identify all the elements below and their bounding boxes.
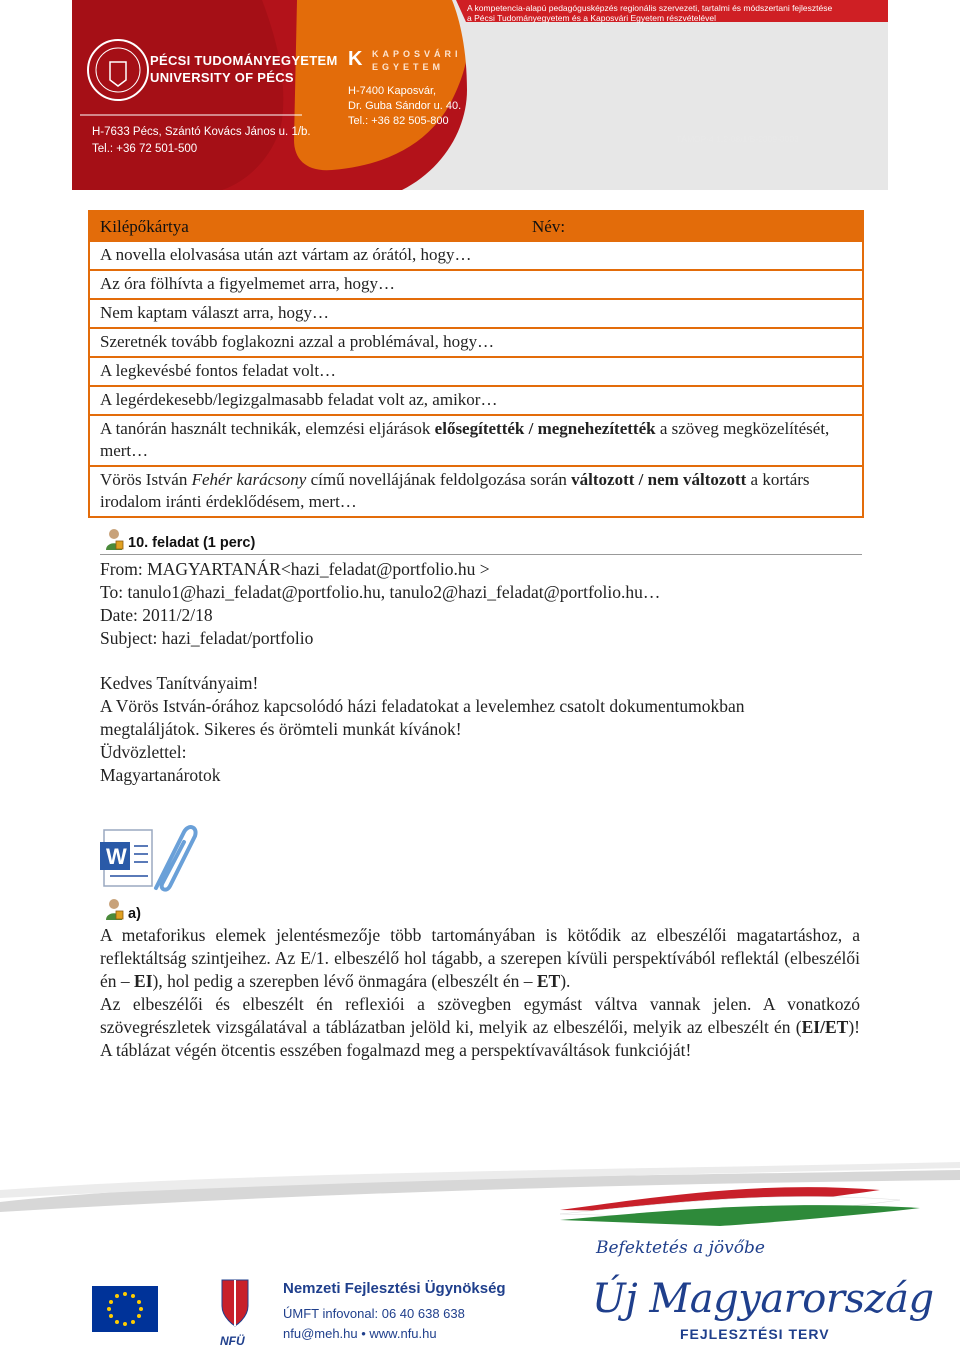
email-body: [100, 672, 870, 787]
email-closing: Üdvözlettel:: [100, 742, 187, 762]
exit-card-row-5: A legkevésbé fontos feladat volt…: [89, 357, 863, 386]
exit-card-row-2: Az óra fölhívta a figyelmemet arra, hogy…: [89, 270, 863, 299]
agency-infovonal: ÚMFT infovonal: 06 40 638 638: [283, 1306, 465, 1321]
email-body-line2: megtaláljátok. Sikeres és örömteli munkát kívánok!: [100, 719, 462, 739]
name-label: Név:: [532, 217, 566, 236]
email-from: From: MAGYARTANÁR<hazi_feladat@portfolio.hu >: [100, 559, 490, 579]
email-greeting: Kedves Tanítványaim!: [100, 673, 259, 693]
exit-card-row-1: A novella elolvasása után azt vártam az órától, hogy…: [89, 241, 863, 270]
project-title-line1: A kompetencia-alapú pedagógusképzés regionális szervezeti, tartalmi és módszertani fejlesztése: [467, 3, 833, 13]
row8-text-3: a kortárs irodalom iránti érdeklődésem, mert…: [100, 470, 810, 511]
subtask-text: [100, 924, 860, 1062]
plan-title: Új Magyarország: [592, 1276, 934, 1322]
ke-address1: H-7400 Kaposvár,: [348, 85, 437, 97]
pte-name-en: UNIVERSITY OF PÉCS: [150, 70, 294, 85]
exit-card-row: [89, 270, 863, 299]
p2-bold-ei: EI: [801, 1017, 821, 1037]
email-header: [100, 558, 870, 650]
exit-card-row-3: Nem kaptam választ arra, hogy…: [89, 299, 863, 328]
exit-card-row: [89, 241, 863, 270]
agency-web: nfu@meh.hu • www.nfu.hu: [283, 1326, 437, 1341]
row8-text-2: című novellájának feldolgozása során: [306, 470, 572, 489]
pte-phone: Tel.: +36 72 501-500: [92, 143, 198, 155]
row7-bold: elősegítették / megnehezítették: [434, 419, 656, 438]
subtask-paragraph-1: [100, 924, 860, 993]
subtask-paragraph-2: [100, 993, 860, 1062]
exit-card-table: [88, 210, 864, 518]
p2-text-e: )! A táblázat végén ötcentis esszében fogalmazd meg a perspektívaváltások funkcióját!: [100, 1017, 860, 1060]
ke-address2: Dr. Guba Sándor u. 40.: [348, 100, 462, 112]
agency-name: Nemzeti Fejlesztési Ügynökség: [283, 1280, 506, 1297]
exit-card-row-6: A legérdekesebb/legizgalmasabb feladat volt az, amikor…: [89, 386, 863, 415]
exit-card-row-8: [89, 466, 863, 517]
ke-name-line2: EGYETEM: [372, 62, 445, 72]
row7-text-1: A tanórán használt technikák, elemzési eljárások: [100, 419, 435, 438]
task-divider: [100, 554, 862, 555]
exit-card-row: [89, 415, 863, 466]
task-heading: 10. feladat (1 perc): [128, 535, 256, 551]
exit-card-header: [89, 211, 863, 241]
project-title: [467, 3, 832, 23]
row8-bold: változott / nem változott: [571, 470, 747, 489]
person-icon: [104, 528, 124, 550]
email-to: To: tanulo1@hazi_feladat@portfolio.hu, tanulo2@hazi_feladat@portfolio.hu…: [100, 582, 661, 602]
plan-subtitle: FEJLESZTÉSI TERV: [680, 1326, 830, 1342]
pte-name-hu: PÉCSI TUDOMÁNYEGYETEM: [150, 53, 338, 68]
person-icon: [104, 898, 124, 920]
email-body-line1: A Vörös István-órához kapcsolódó házi feladatokat a levelemhez csatolt dokumentumokban: [100, 696, 745, 716]
header-background: [72, 0, 888, 190]
ke-phone: Tel.: +36 82 505-800: [348, 115, 449, 127]
p1-text-c: ), hol pedig a szerepben lévő önmagára (elbeszélt én –: [152, 971, 537, 991]
project-code: TÁMOP-4.1.2-08/1/B-2009-0003: [676, 134, 799, 144]
p2-text-a: Az elbeszélői és elbeszélt én reflexiói a szövegben egymást váltva vannak jelen. A vonatkozó szövegrészletek vizsgálatával a táblázatban jelöld ki, melyik az elbeszélői, melyik az elbeszélt én (: [100, 994, 860, 1037]
ke-name: [372, 48, 462, 74]
email-date: Date: 2011/2/18: [100, 605, 213, 625]
exit-card-row: [89, 328, 863, 357]
p2-bold-et: ET: [824, 1017, 849, 1037]
word-document-paperclip-icon[interactable]: [100, 814, 200, 894]
ke-address: [348, 84, 461, 129]
ke-logo-icon: K: [348, 48, 363, 70]
agency-contact: [283, 1304, 465, 1344]
footer-banner: [0, 1150, 960, 1359]
footer-slogan: Befektetés a jövőbe: [596, 1238, 765, 1258]
email-signature: Magyartanárotok: [100, 765, 221, 785]
row7-text-2: a szöveg megközelítését, mert…: [100, 419, 830, 460]
exit-card-row: [89, 299, 863, 328]
subtask-label: a): [128, 906, 141, 922]
exit-card-row: [89, 386, 863, 415]
exit-card-header-row: [89, 211, 863, 241]
email-subject: Subject: hazi_feladat/portfolio: [100, 628, 314, 648]
p1-bold-ei: EI: [134, 971, 153, 991]
row8-text-1: Vörös István: [100, 470, 192, 489]
exit-card-row: [89, 357, 863, 386]
header-banner: [72, 0, 888, 190]
project-title-line2: a Pécsi Tudományegyetem és a Kaposvári Egyetem részvételével: [467, 13, 716, 23]
pte-address-line: H-7633 Pécs, Szántó Kovács János u. 1/b.: [92, 126, 311, 138]
p1-text-e: ).: [560, 971, 571, 991]
ke-name-line1: KAPOSVÁRI: [372, 49, 462, 59]
exit-card-title: Kilépőkártya: [100, 217, 189, 236]
svg-text:W: W: [106, 844, 127, 869]
pte-name: [150, 52, 338, 86]
pte-address: [92, 124, 311, 158]
exit-card-row: [89, 466, 863, 517]
p1-text-a: A metaforikus elemek jelentésmezője több tartományában is kötődik az elbeszélői magatartáshoz, a reflektáltság szintjeihez. Az E/1. elbeszélő hol tágabb, a szerepen kívüli perspektívából reflektál (elbeszélői én –: [100, 925, 860, 991]
exit-card-row-4: Szeretnék tovább foglakozni azzal a problémával, hogy…: [89, 328, 863, 357]
exit-card-row-7: [89, 415, 863, 466]
p1-bold-et: ET: [536, 971, 561, 991]
row8-italic: Fehér karácsony: [191, 470, 307, 489]
nfu-abbr: NFÜ: [220, 1334, 245, 1348]
p2-bold-slash: /: [820, 1017, 825, 1037]
